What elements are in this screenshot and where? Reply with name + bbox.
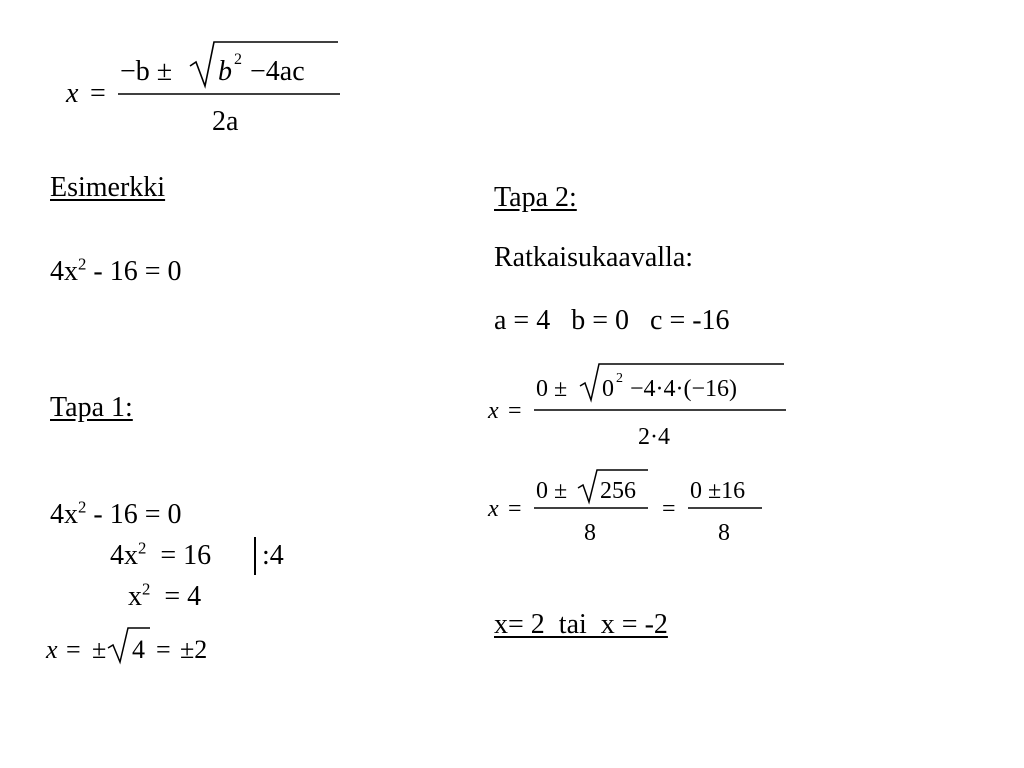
formula-lhs: x [66,78,79,109]
step3-base: x [128,581,142,612]
example-equation [50,256,182,288]
tapa1-step2 [110,540,211,572]
step1-rest: - 16 = 0 [86,499,182,530]
sub2-lhs: x [488,496,499,522]
tapa1-step1 [50,499,182,531]
formula-radicand-b: b [218,56,232,87]
step3-exp: 2 [142,579,151,599]
example-equation-base: 4x [50,256,78,287]
coefficients: a = 4 b = 0 c = -16 [494,305,730,336]
tapa2-heading: Tapa 2: [494,182,577,213]
formula-radicand-exp: 2 [234,51,242,68]
sub1-radicand-base: 0 [602,376,614,402]
step2-base: 4x [110,540,138,571]
example-equation-exp: 2 [78,254,87,274]
formula-equals: = [90,78,106,109]
tapa1-step3 [128,581,201,613]
tapa1-heading: Tapa 1: [50,392,133,423]
step1-base: 4x [50,499,78,530]
tapa1-step4 [44,624,224,668]
divide-bar [254,537,256,575]
sub2-eq: = [508,496,522,522]
sub2-den2: 8 [718,520,730,546]
step2-rest: = 16 [146,540,212,571]
simplified-formula [486,466,776,550]
substitution-formula [486,360,796,450]
step1-exp: 2 [78,497,87,517]
sub1-denominator: 2·4 [638,424,670,450]
step4-pm: ± [92,635,107,664]
example-equation-rest: - 16 = 0 [86,256,182,287]
formula-radicand-rest: −4ac [250,56,305,87]
step2-exp: 2 [138,538,147,558]
step4-result: ±2 [180,635,208,664]
final-answer: x= 2 tai x = -2 [494,609,668,640]
sub1-radicand-rest: −4·4·(−16) [630,376,738,402]
step2-divisor: :4 [262,540,284,571]
sub2-num2: 0 ±16 [690,478,746,504]
sub1-lhs: x [488,398,499,424]
quadratic-formula-svg [60,38,360,138]
sub1-num-pre: 0 ± [536,376,568,402]
step4-eq2: = [156,635,171,664]
method-label: Ratkaisukaavalla: [494,242,694,273]
sub2-radicand: 256 [600,478,636,504]
esimerkki-heading: Esimerkki [50,172,166,203]
sub1-radicand-exp: 2 [616,371,623,386]
sub1-eq: = [508,398,522,424]
step3-rest: = 4 [150,581,202,612]
step4-lhs: x [46,635,58,664]
sub2-denominator: 8 [584,520,596,546]
formula-numerator-pre: −b ± [120,56,173,87]
step4-radicand: 4 [132,635,145,664]
sub2-eq2: = [662,496,676,522]
step4-eq1: = [66,635,81,664]
sub2-num-pre: 0 ± [536,478,568,504]
formula-denominator: 2a [212,106,239,137]
